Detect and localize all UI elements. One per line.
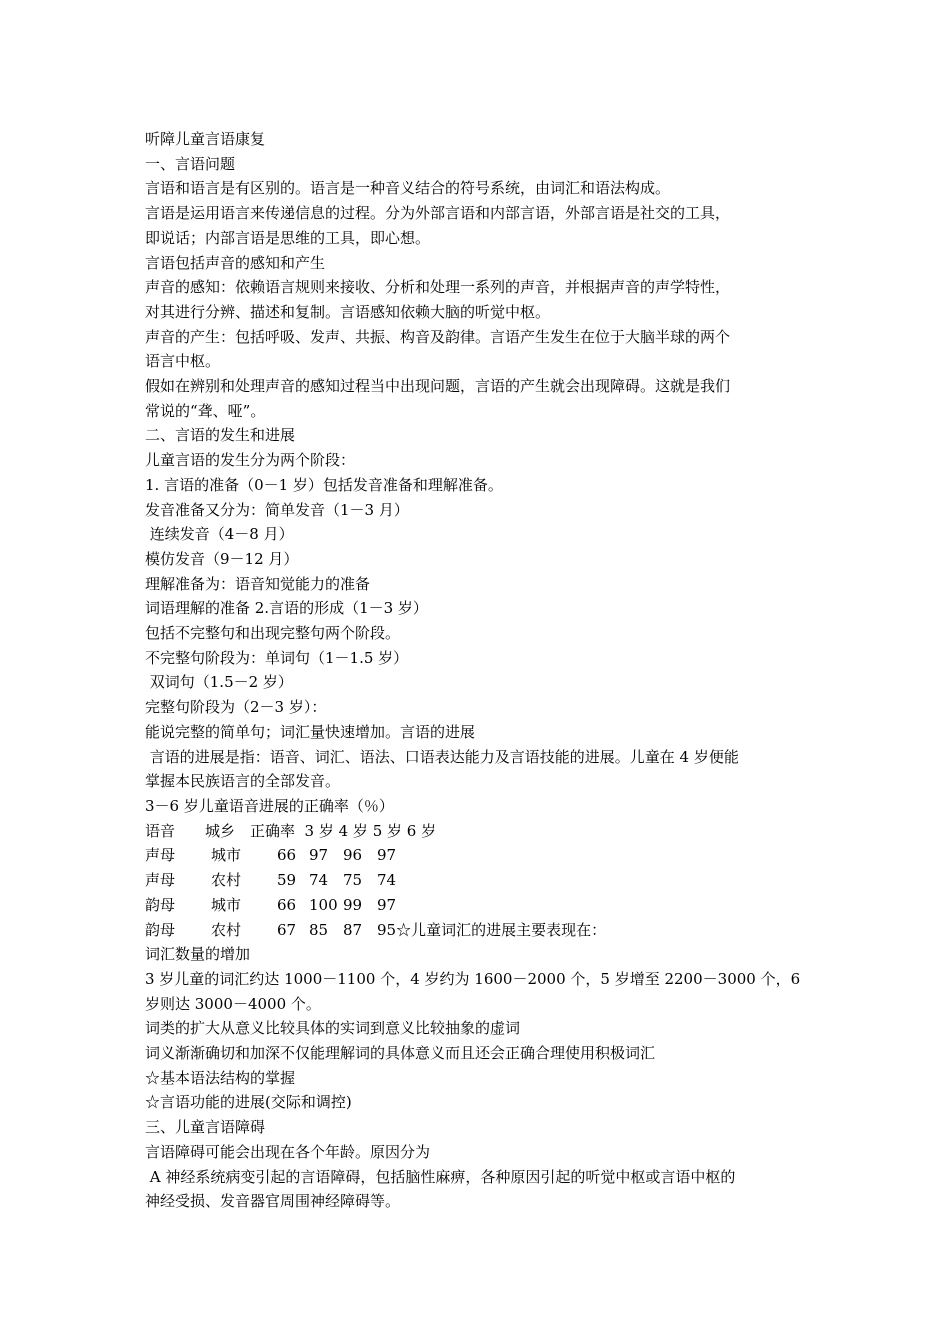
table-cell: 66 — [277, 895, 297, 914]
section-heading: 二、言语的发生和进展 — [145, 426, 296, 445]
table-cell: 66 — [277, 846, 297, 865]
table-cell: 97 — [309, 846, 329, 865]
document-body — [145, 127, 810, 1214]
text-line: 词汇数量的增加 — [145, 945, 251, 964]
text-line: 即说话；内部言语是思维的工具，即心想。 — [145, 228, 431, 247]
table-cell: 韵母 — [145, 895, 176, 914]
text-line: 一、言语问题 — [145, 154, 236, 173]
table-cell: 城市 — [211, 895, 242, 914]
text-line: 言语障碍可能会出现在各个年龄。原因分为 — [145, 1142, 431, 1161]
table-row — [145, 868, 810, 893]
table-cell: 96 — [343, 846, 363, 865]
text-line: ☆言语功能的进展(交际和调控) — [145, 1093, 352, 1112]
table-cell: 74 — [377, 871, 397, 890]
text-line: 词类的扩大从意义比较具体的实词到意义比较抽象的虚词 — [145, 1019, 521, 1038]
text-line: 岁则达 3000－4000 个。 — [145, 994, 321, 1013]
table-cell: 农村 — [211, 871, 242, 890]
text-line: 神经受损、发音器官周围神经障碍等。 — [145, 1192, 401, 1211]
text-line: 连续发音（4－8 月） — [145, 525, 294, 544]
table-header: 语音 城乡 正确率 3 岁 4 岁 5 岁 6 岁 — [145, 821, 437, 840]
text-line: 儿童言语的发生分为两个阶段： — [145, 451, 356, 470]
paragraph-block-1 — [145, 152, 810, 819]
text-line: 声音的感知：依赖语言规则来接收、分析和处理一系列的声音，并根据声音的声学特性， — [145, 278, 731, 297]
text-line: 常说的“聋、哑”。 — [145, 401, 266, 420]
text-line: 声音的产生：包括呼吸、发声、共振、构音及韵律。言语产生发生在位于大脑半球的两个 — [145, 327, 731, 346]
text-line: 包括不完整句和出现完整句两个阶段。 — [145, 624, 401, 643]
text-line: 言语和语言是有区别的。语言是一种音义结合的符号系统，由词汇和语法构成。 — [145, 179, 671, 198]
text-line: 言语的进展是指：语音、词汇、语法、口语表达能力及言语技能的进展。儿童在 4 岁便能 — [145, 747, 739, 766]
text-line: 掌握本民族语言的全部发音。 — [145, 772, 341, 791]
text-line: 理解准备为：语音知觉能力的准备 — [145, 574, 371, 593]
table-cell: 韵母 — [145, 920, 176, 939]
text-line: 3 岁儿童的词汇约达 1000－1100 个，4 岁约为 1600－2000 个，5 岁增至 2200－3000 个，6 — [145, 969, 801, 988]
text-line: 能说完整的简单句；词汇量快速增加。言语的进展 — [145, 722, 476, 741]
text-line: 模仿发音（9－12 月） — [145, 549, 299, 568]
text-line: 完整句阶段为（2－3 岁）： — [145, 698, 327, 717]
text-line: 语言中枢。 — [145, 352, 221, 371]
table-cell: 农村 — [211, 920, 242, 939]
table-cell: 85 — [309, 920, 329, 939]
table-cell: 75 — [343, 871, 363, 890]
table-cell: 100 — [309, 895, 338, 914]
table-cell: 97 — [377, 846, 397, 865]
accuracy-table — [145, 819, 810, 943]
table-cell: 99 — [343, 895, 363, 914]
table-cell: 声母 — [145, 871, 176, 890]
text-line: 发音准备又分为：简单发音（1－3 月） — [145, 500, 409, 519]
text-line: 对其进行分辨、描述和复制。言语感知依赖大脑的听觉中枢。 — [145, 302, 551, 321]
table-caption: 3－6 岁儿童语音进展的正确率（％） — [145, 796, 394, 815]
text-line: 言语是运用语言来传递信息的过程。分为外部言语和内部言语，外部言语是社交的工具， — [145, 204, 731, 223]
text-line: 假如在辨别和处理声音的感知过程当中出现问题，言语的产生就会出现障碍。这就是我们 — [145, 377, 731, 396]
section-heading: 三、儿童言语障碍 — [145, 1118, 266, 1137]
table-row — [145, 918, 810, 943]
table-cell: 97 — [377, 895, 397, 914]
text-line: A 神经系统病变引起的言语障碍，包括脑性麻痹，各种原因引起的听觉中枢或言语中枢的 — [145, 1167, 736, 1186]
text-line: 言语包括声音的感知和产生 — [145, 253, 326, 272]
table-row — [145, 893, 810, 918]
table-cell: 城市 — [211, 846, 242, 865]
text-line: 词语理解的准备 2.言语的形成（1－3 岁） — [145, 599, 428, 618]
table-cell: 74 — [309, 871, 329, 890]
document-title: 听障儿童言语康复 — [145, 130, 266, 148]
text-line: 1. 言语的准备（0－1 岁）包括发音准备和理解准备。 — [145, 475, 503, 494]
table-cell: 59 — [277, 871, 297, 890]
paragraph-block-2 — [145, 942, 810, 1214]
text-line: 不完整句阶段为：单词句（1－1.5 岁） — [145, 648, 409, 667]
table-cell: 声母 — [145, 846, 176, 865]
table-cell: 87 — [343, 920, 363, 939]
table-row — [145, 843, 810, 868]
text-line: 词义渐渐确切和加深不仅能理解词的具体意义而且还会正确合理使用积极词汇 — [145, 1044, 656, 1063]
text-line: 双词句（1.5－2 岁） — [145, 673, 293, 692]
text-line: ☆基本语法结构的掌握 — [145, 1068, 296, 1087]
table-cell: 67 — [277, 920, 297, 939]
table-cell: 95☆儿童词汇的进展主要表现在： — [377, 920, 607, 939]
